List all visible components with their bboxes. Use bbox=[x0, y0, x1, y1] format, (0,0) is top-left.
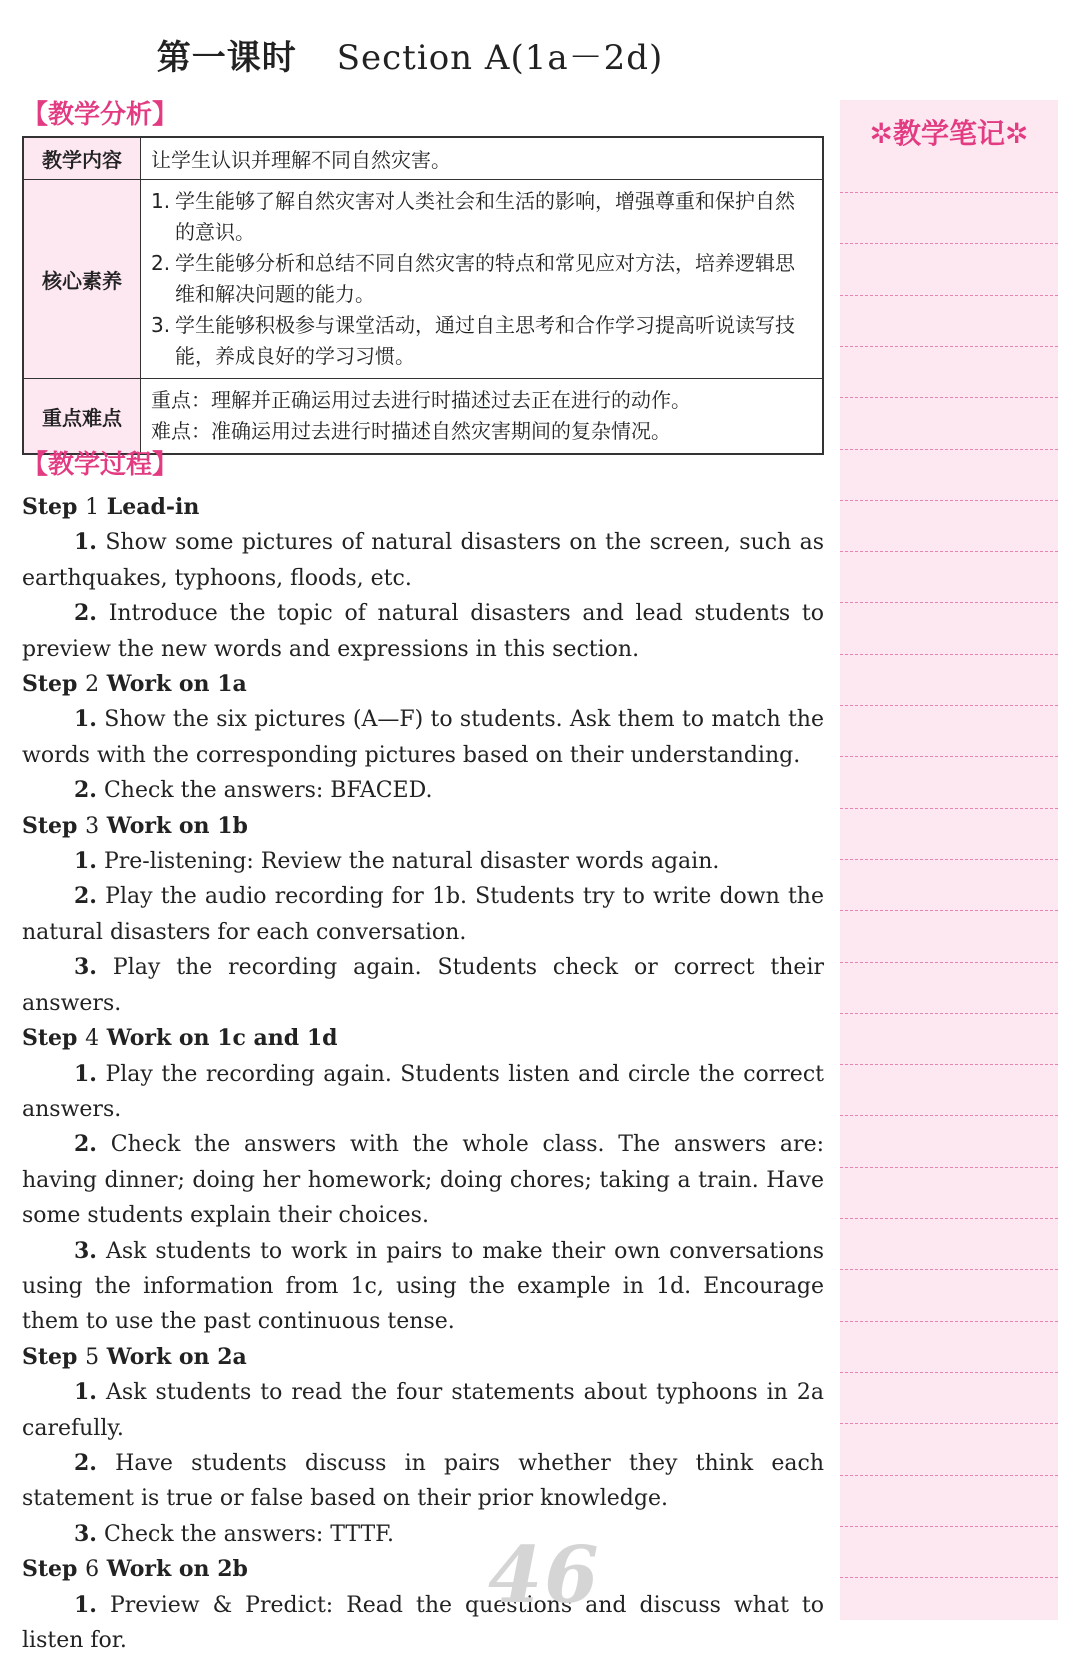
note-line bbox=[840, 910, 1058, 911]
note-line bbox=[840, 654, 1058, 655]
core-item: 2. 学生能够分析和总结不同自然灾害的特点和常见应对方法，培养逻辑思维和解决问题的能力。 bbox=[151, 251, 795, 306]
step-item: 1. Preview & Predict: Read the questions and discuss what to listen for. bbox=[22, 1591, 824, 1653]
note-line bbox=[840, 243, 1058, 244]
step-item: 1. Show the six pictures (A—F) to students. Ask them to match the words with the corresponding pictures based on their understanding. bbox=[22, 706, 824, 768]
note-line bbox=[840, 1321, 1058, 1322]
key-point: 重点：理解并正确运用过去进行时描述过去正在进行的动作。 bbox=[151, 388, 691, 412]
step-heading: Step 2 Work on 1a bbox=[22, 671, 247, 698]
content-text: 让学生认识并理解不同自然灾害。 bbox=[141, 137, 824, 180]
page-number: 46 bbox=[488, 1530, 601, 1621]
note-line bbox=[840, 1013, 1058, 1014]
key-label: 重点难点 bbox=[23, 379, 141, 455]
page-title bbox=[0, 30, 820, 79]
core-item: 3. 学生能够积极参与课堂活动，通过自主思考和合作学习提高听说读写技能，养成良好的学习习惯。 bbox=[151, 313, 795, 368]
key-row bbox=[23, 379, 823, 455]
core-items bbox=[141, 180, 824, 379]
note-line bbox=[840, 192, 1058, 193]
note-line bbox=[840, 500, 1058, 501]
content-row bbox=[23, 137, 823, 180]
note-line bbox=[840, 551, 1058, 552]
note-line bbox=[840, 1423, 1058, 1424]
step-item: 3. Play the recording again. Students check or correct their answers. bbox=[22, 954, 824, 1016]
note-line bbox=[840, 1115, 1058, 1116]
core-item: 1. 学生能够了解自然灾害对人类社会和生活的影响，增强尊重和保护自然的意识。 bbox=[151, 189, 795, 244]
lesson-number: 第一课时 bbox=[156, 38, 297, 78]
step-item: 3. Check the answers: TTTF. bbox=[74, 1520, 394, 1547]
process-heading: 【教学过程】 bbox=[22, 450, 179, 480]
teaching-notes-panel bbox=[840, 100, 1058, 1620]
core-label: 核心素养 bbox=[23, 180, 141, 379]
note-line bbox=[840, 1167, 1058, 1168]
difficult-point: 难点：准确运用过去进行时描述自然灾害期间的复杂情况。 bbox=[151, 419, 671, 443]
step-heading: Step 4 Work on 1c and 1d bbox=[22, 1025, 338, 1052]
step-heading: Step 5 Work on 2a bbox=[22, 1343, 247, 1370]
step-item: 2. Introduce the topic of natural disasters and lead students to preview the new words and expressions in this section. bbox=[22, 600, 824, 662]
note-line bbox=[840, 1475, 1058, 1476]
step-item: 2. Check the answers: BFACED. bbox=[74, 777, 433, 804]
step-item: 1. Pre-listening: Review the natural disaster words again. bbox=[74, 848, 720, 875]
analysis-table bbox=[22, 136, 824, 455]
key-points bbox=[141, 379, 824, 455]
note-line bbox=[840, 1064, 1058, 1065]
teaching-process bbox=[22, 490, 824, 1658]
note-line bbox=[840, 705, 1058, 706]
core-row bbox=[23, 180, 823, 379]
step-item: 3. Ask students to work in pairs to make their own conversations using the information from 1c, using the example in 1d. Encourage them to use the past continuous tense. bbox=[22, 1237, 824, 1335]
note-line bbox=[840, 346, 1058, 347]
step-item: 1. Show some pictures of natural disasters on the screen, such as earthquakes, typhoons, floods, etc. bbox=[22, 529, 824, 591]
note-line bbox=[840, 1269, 1058, 1270]
step-item: 1. Play the recording again. Students listen and circle the correct answers. bbox=[22, 1060, 824, 1122]
section-title: Section A(1a－2d) bbox=[336, 38, 664, 78]
step-item: 1. Ask students to read the four statements about typhoons in 2a carefully. bbox=[22, 1379, 824, 1441]
step-heading: Step 3 Work on 1b bbox=[22, 812, 248, 839]
note-line bbox=[840, 449, 1058, 450]
note-line bbox=[840, 397, 1058, 398]
step-item: 2. Have students discuss in pairs whether they think each statement is true or false based on their prior knowledge. bbox=[22, 1449, 824, 1512]
step-item: 2. Play the audio recording for 1b. Students try to write down the natural disasters for each conversation. bbox=[22, 883, 824, 945]
analysis-heading: 【教学分析】 bbox=[22, 100, 179, 130]
note-line bbox=[840, 1577, 1058, 1578]
note-line bbox=[840, 1218, 1058, 1219]
notes-title: ✲教学笔记✲ bbox=[869, 117, 1029, 150]
note-line bbox=[840, 808, 1058, 809]
step-heading: Step 1 Lead-in bbox=[22, 494, 200, 520]
note-line bbox=[840, 1372, 1058, 1373]
step-item: 2. Check the answers with the whole class. The answers are: having dinner; doing her homework; doing chores; taking a train. Have some students explain their choices. bbox=[22, 1131, 824, 1229]
note-line bbox=[840, 602, 1058, 603]
note-line bbox=[840, 962, 1058, 963]
content-label: 教学内容 bbox=[23, 137, 141, 180]
step-heading: Step 6 Work on 2b bbox=[22, 1556, 248, 1583]
note-line bbox=[840, 1526, 1058, 1527]
note-line bbox=[840, 295, 1058, 296]
note-line bbox=[840, 756, 1058, 757]
note-line bbox=[840, 859, 1058, 860]
